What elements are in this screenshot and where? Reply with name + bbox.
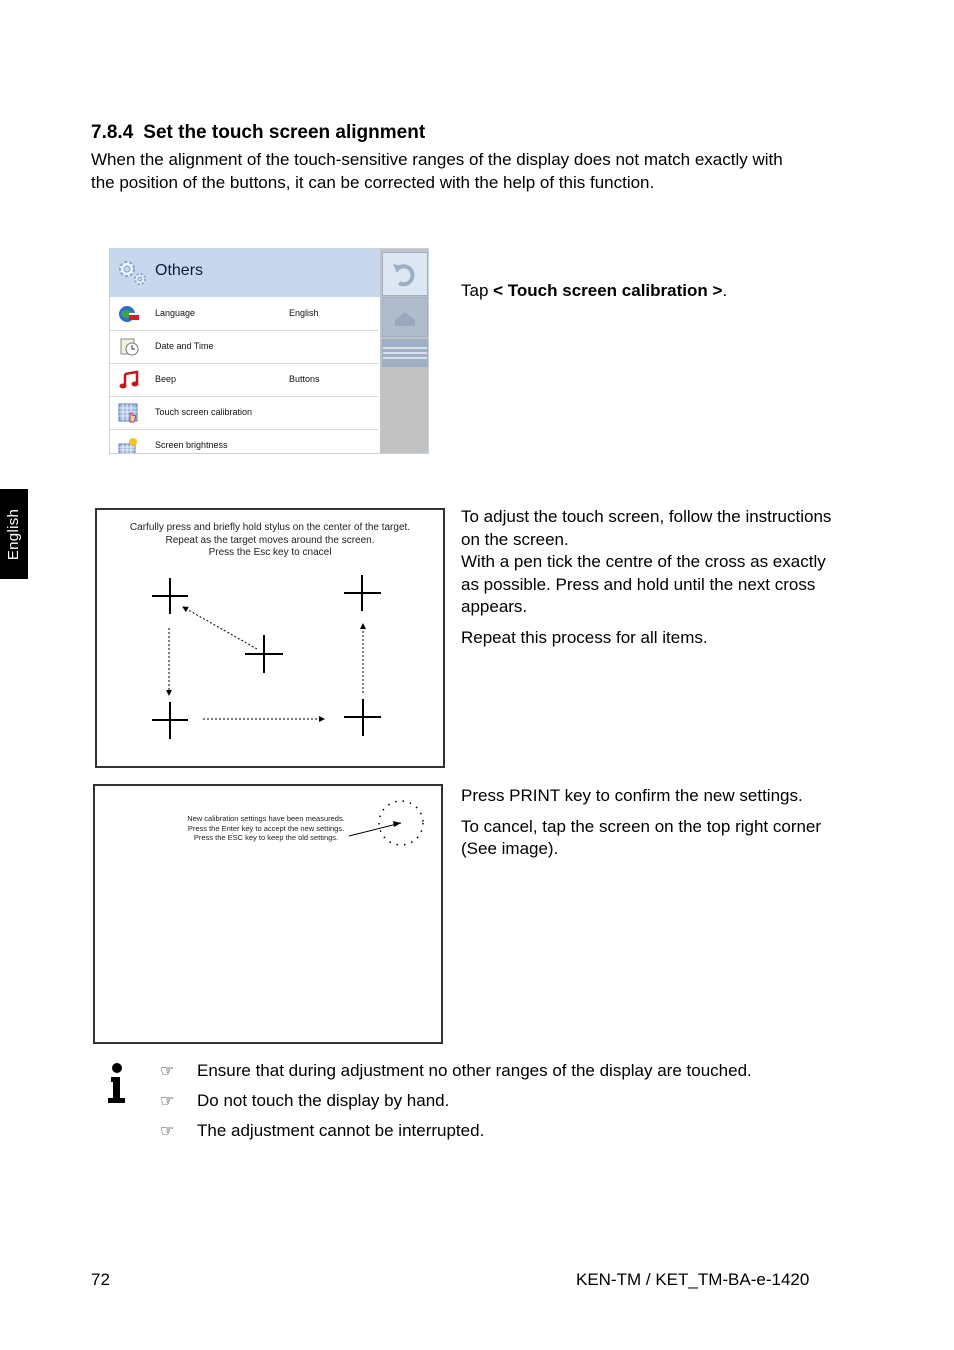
note-item [160,1060,800,1083]
confirm-line-1: New calibration settings have been measureds. [187,814,345,823]
others-sidebar [380,249,428,453]
step1-instruction [461,280,841,303]
music-note-icon [118,370,140,390]
menu-item-touch-screen-calibration[interactable] [110,397,378,430]
page-number: 72 [91,1270,110,1289]
calibration-confirm-screenshot [93,784,443,1044]
section-title: Set the touch screen alignment [143,122,426,143]
calibration-line-1: Carfully press and briefly hold stylus on the center of the target. [129,522,411,533]
menu-item-label: Language [155,308,196,318]
scroll-grip-icon [383,340,427,366]
menu-item-language[interactable] [110,298,378,331]
pointing-hand-icon: ☞ [160,1091,175,1110]
scroll-handle[interactable] [382,339,428,367]
step2-repeat-note: Repeat this process for all items. [461,627,708,647]
others-title: Others [155,262,204,279]
globe-flag-icon [118,304,140,324]
touch-grid-icon [118,403,140,423]
calibration-line-3: Press the Esc key to cnacel [208,547,332,558]
menu-item-label: Screen brightness [155,440,228,450]
home-icon [383,298,427,336]
step1-menu-reference: < Touch screen calibration > [493,281,723,300]
step2-line-1: To adjust the touch screen, follow the instructions on the screen. [461,507,832,549]
undo-arrow-icon [383,253,427,295]
menu-item-screen-brightness[interactable] [110,430,378,454]
note-text: Do not touch the display by hand. [197,1091,450,1110]
pointing-hand-icon: ☞ [160,1121,175,1140]
brightness-icon [118,436,140,454]
menu-item-label: Date and Time [155,341,214,351]
note-text: Ensure that during adjustment no other ranges of the display are touched. [197,1061,752,1080]
calibration-targets-diagram [97,510,443,766]
home-button[interactable] [382,297,428,337]
step2-instruction [461,506,841,657]
section-heading [91,122,425,144]
crosshair-center [245,635,283,673]
step1-text-suffix: . [722,281,728,300]
menu-item-beep[interactable] [110,364,378,397]
crosshair-top-right [344,575,381,611]
calendar-clock-icon [118,337,140,357]
crosshair-top-left [152,578,188,614]
menu-item-label: Touch screen calibration [155,407,253,417]
document-code: KEN-TM / KET_TM-BA-e-1420 [576,1270,810,1289]
crosshair-bottom-right [344,699,381,736]
note-item [160,1090,800,1113]
calibration-line-2: Repeat as the target moves around the screen. [165,534,375,546]
others-menu-list [110,298,378,454]
others-header [110,249,380,297]
others-menu-screenshot [109,248,429,454]
menu-item-label: Beep [155,374,177,384]
note-text: The adjustment cannot be interrupted. [197,1121,485,1140]
cancel-pointer-arrow [349,823,401,836]
step2-line-2: With a pen tick the centre of the cross as exactly as possible. Press and hold until the next cross appears. [461,552,826,616]
menu-item-value: Buttons [289,374,320,384]
step3-confirm-text: Press PRINT key to confirm the new settings. [461,786,803,805]
step3-instruction [461,785,841,869]
notes-list [160,1060,800,1150]
cancel-area-indicator [95,786,441,1042]
pointing-hand-icon: ☞ [160,1061,175,1080]
menu-item-value: English [289,308,319,318]
confirm-line-3: Press the ESC key to keep the old settings. [193,833,339,842]
menu-item-date-time[interactable] [110,331,378,364]
step3-cancel-text: To cancel, tap the screen on the top right corner (See image). [461,816,822,858]
step1-text-prefix: Tap [461,281,494,300]
section-number: 7.8.4 [91,122,134,143]
confirm-line-2: Press the Enter key to accept the new settings. [187,823,345,833]
crosshair-bottom-left [152,702,188,739]
language-side-tab [0,489,28,579]
info-icon [104,1062,130,1104]
back-button[interactable] [382,252,428,296]
path-arrow-center-to-top-left [183,607,257,649]
gears-icon [115,256,149,288]
calibration-targets-screenshot [95,508,445,768]
note-item [160,1120,800,1143]
intro-paragraph: When the alignment of the touch-sensitive ranges of the display does not match exactly with the position of the buttons, it can be corrected with the help of this function. [91,150,783,192]
language-side-tab-label: English [5,508,23,560]
